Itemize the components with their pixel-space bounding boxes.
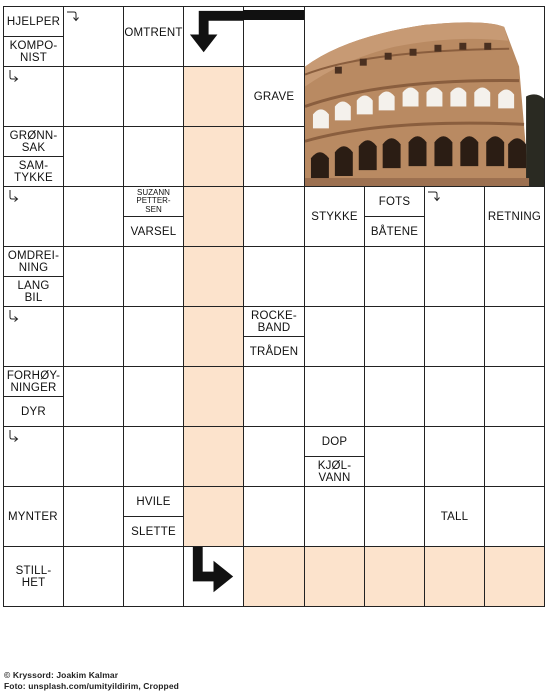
clue-text-hvile: HVILE bbox=[136, 495, 171, 508]
clue-grave bbox=[243, 66, 305, 127]
clue-text-forhoyninger: FORHØY- NINGER bbox=[6, 369, 61, 394]
down-arrow-cell bbox=[183, 6, 244, 67]
clue-text-varsel: VARSEL bbox=[124, 216, 183, 246]
clue-text-hjelper: HJELPER bbox=[6, 15, 61, 28]
clue-text-retning: RETNING bbox=[487, 210, 542, 223]
clue-text-kjolvann: KJØL- VANN bbox=[305, 456, 364, 486]
answer-cell[interactable] bbox=[183, 426, 244, 487]
answer-cell[interactable] bbox=[63, 366, 124, 427]
answer-cell[interactable] bbox=[243, 186, 305, 247]
clue-dop-kjolvann bbox=[304, 426, 365, 487]
answer-cell[interactable] bbox=[183, 126, 244, 187]
answer-cell[interactable] bbox=[304, 366, 365, 427]
clue-hjelper-komponist bbox=[3, 6, 64, 67]
answer-cell[interactable] bbox=[63, 426, 124, 487]
answer-cell[interactable] bbox=[123, 546, 184, 607]
clue-text-rockeband: ROCKE- BAND bbox=[251, 309, 297, 334]
answer-cell[interactable] bbox=[364, 306, 425, 367]
answer-cell[interactable] bbox=[3, 306, 64, 367]
answer-cell[interactable] bbox=[484, 366, 545, 427]
answer-cell[interactable] bbox=[364, 246, 425, 307]
colosseum-photo bbox=[304, 6, 545, 187]
clue-text-traden: TRÅDEN bbox=[244, 336, 304, 366]
answer-cell[interactable] bbox=[243, 426, 305, 487]
hook-arrow-icon bbox=[8, 189, 19, 203]
clue-text-fots: FOTS bbox=[378, 195, 411, 208]
clue-retning bbox=[484, 186, 545, 247]
answer-cell[interactable] bbox=[123, 246, 184, 307]
answer-cell[interactable] bbox=[364, 366, 425, 427]
answer-cell[interactable] bbox=[63, 306, 124, 367]
answer-cell[interactable] bbox=[183, 366, 244, 427]
answer-cell[interactable] bbox=[243, 546, 305, 607]
answer-cell[interactable] bbox=[123, 66, 184, 127]
answer-cell[interactable] bbox=[63, 486, 124, 547]
crossword-grid bbox=[3, 6, 544, 606]
answer-cell[interactable] bbox=[424, 366, 485, 427]
clue-text-grave: GRAVE bbox=[253, 90, 295, 103]
clue-omtrent bbox=[123, 6, 184, 67]
clue-text-dyr: DYR bbox=[4, 396, 63, 426]
clue-text-mynter: MYNTER bbox=[8, 510, 58, 523]
clue-text-komponist: KOMPO- NIST bbox=[4, 36, 63, 66]
hook-arrow-icon bbox=[8, 429, 19, 443]
answer-cell[interactable] bbox=[364, 426, 425, 487]
answer-cell[interactable] bbox=[63, 66, 124, 127]
clue-fots-batene bbox=[364, 186, 425, 247]
answer-cell[interactable] bbox=[123, 306, 184, 367]
answer-cell[interactable] bbox=[123, 426, 184, 487]
hook-arrow-icon bbox=[427, 190, 443, 202]
answer-cell[interactable] bbox=[304, 486, 365, 547]
answer-cell[interactable] bbox=[183, 486, 244, 547]
answer-cell[interactable] bbox=[63, 246, 124, 307]
arrow-bar bbox=[243, 10, 304, 20]
hook-arrow-icon bbox=[8, 309, 19, 323]
clue-text-slette: SLETTE bbox=[124, 516, 183, 546]
answer-cell[interactable] bbox=[183, 66, 244, 127]
answer-cell[interactable] bbox=[484, 426, 545, 487]
answer-cell[interactable] bbox=[183, 186, 244, 247]
answer-cell[interactable] bbox=[183, 246, 244, 307]
answer-cell[interactable] bbox=[304, 306, 365, 367]
answer-cell[interactable] bbox=[183, 306, 244, 367]
clue-omdreining-lang-bil bbox=[3, 246, 64, 307]
crossword-credit: © Kryssord: Joakim Kalmar bbox=[4, 670, 119, 680]
answer-cell[interactable] bbox=[63, 126, 124, 187]
answer-cell[interactable] bbox=[63, 546, 124, 607]
clue-text-batene: BÅTENE bbox=[365, 216, 424, 246]
photo-credit: Foto: unsplash.com/umityildirim, Cropped bbox=[4, 681, 179, 691]
clue-text-gronnsak: GRØNN- SAK bbox=[9, 129, 58, 154]
hook-arrow-icon bbox=[8, 69, 19, 83]
answer-cell[interactable] bbox=[123, 126, 184, 187]
clue-stykke bbox=[304, 186, 365, 247]
answer-cell[interactable] bbox=[3, 66, 64, 127]
clue-text-stillhet: STILL- HET bbox=[15, 564, 52, 589]
clue-text-stykke: STYKKE bbox=[311, 210, 358, 223]
answer-cell[interactable] bbox=[424, 426, 485, 487]
answer-cell[interactable] bbox=[484, 546, 545, 607]
answer-cell[interactable] bbox=[243, 366, 305, 427]
clue-hvile-slette bbox=[123, 486, 184, 547]
clue-mynter bbox=[3, 486, 64, 547]
clue-stillhet bbox=[3, 546, 64, 607]
clue-text-samtykke: SAM- TYKKE bbox=[4, 156, 63, 186]
answer-cell[interactable] bbox=[123, 366, 184, 427]
answer-cell[interactable] bbox=[243, 126, 305, 187]
clue-text-dop: DOP bbox=[321, 435, 348, 448]
answer-cell[interactable] bbox=[424, 246, 485, 307]
clue-gronnsak-samtykke bbox=[3, 126, 64, 187]
answer-cell[interactable] bbox=[243, 246, 305, 307]
answer-cell[interactable] bbox=[484, 306, 545, 367]
answer-cell[interactable] bbox=[424, 306, 485, 367]
answer-cell[interactable] bbox=[424, 546, 485, 607]
clue-text-suzann: SUZANN PETTER- SEN bbox=[136, 187, 171, 214]
clue-text-omtrent: OMTRENT bbox=[124, 27, 183, 39]
clue-text-lang-bil: LANG BIL bbox=[4, 276, 63, 306]
answer-cell[interactable] bbox=[484, 246, 545, 307]
answer-cell[interactable] bbox=[63, 186, 124, 247]
down-arrow-icon bbox=[184, 7, 243, 66]
clue-text-tall: TALL bbox=[440, 510, 469, 523]
answer-cell[interactable] bbox=[304, 546, 365, 607]
answer-cell[interactable] bbox=[243, 486, 305, 547]
clue-suzann-varsel bbox=[123, 186, 184, 247]
answer-cell[interactable] bbox=[364, 486, 425, 547]
answer-cell[interactable] bbox=[3, 186, 64, 247]
answer-cell[interactable] bbox=[484, 486, 545, 547]
answer-cell[interactable] bbox=[364, 546, 425, 607]
right-arrow-icon bbox=[184, 547, 243, 606]
clue-forhoyninger-dyr bbox=[3, 366, 64, 427]
hook-arrow-icon bbox=[66, 10, 82, 22]
answer-cell[interactable] bbox=[304, 246, 365, 307]
clue-text-omdreining: OMDREI- NING bbox=[7, 249, 60, 274]
clue-rockeband-traden bbox=[243, 306, 305, 367]
right-arrow-cell bbox=[183, 546, 244, 607]
answer-cell[interactable] bbox=[3, 426, 64, 487]
clue-tall bbox=[424, 486, 485, 547]
